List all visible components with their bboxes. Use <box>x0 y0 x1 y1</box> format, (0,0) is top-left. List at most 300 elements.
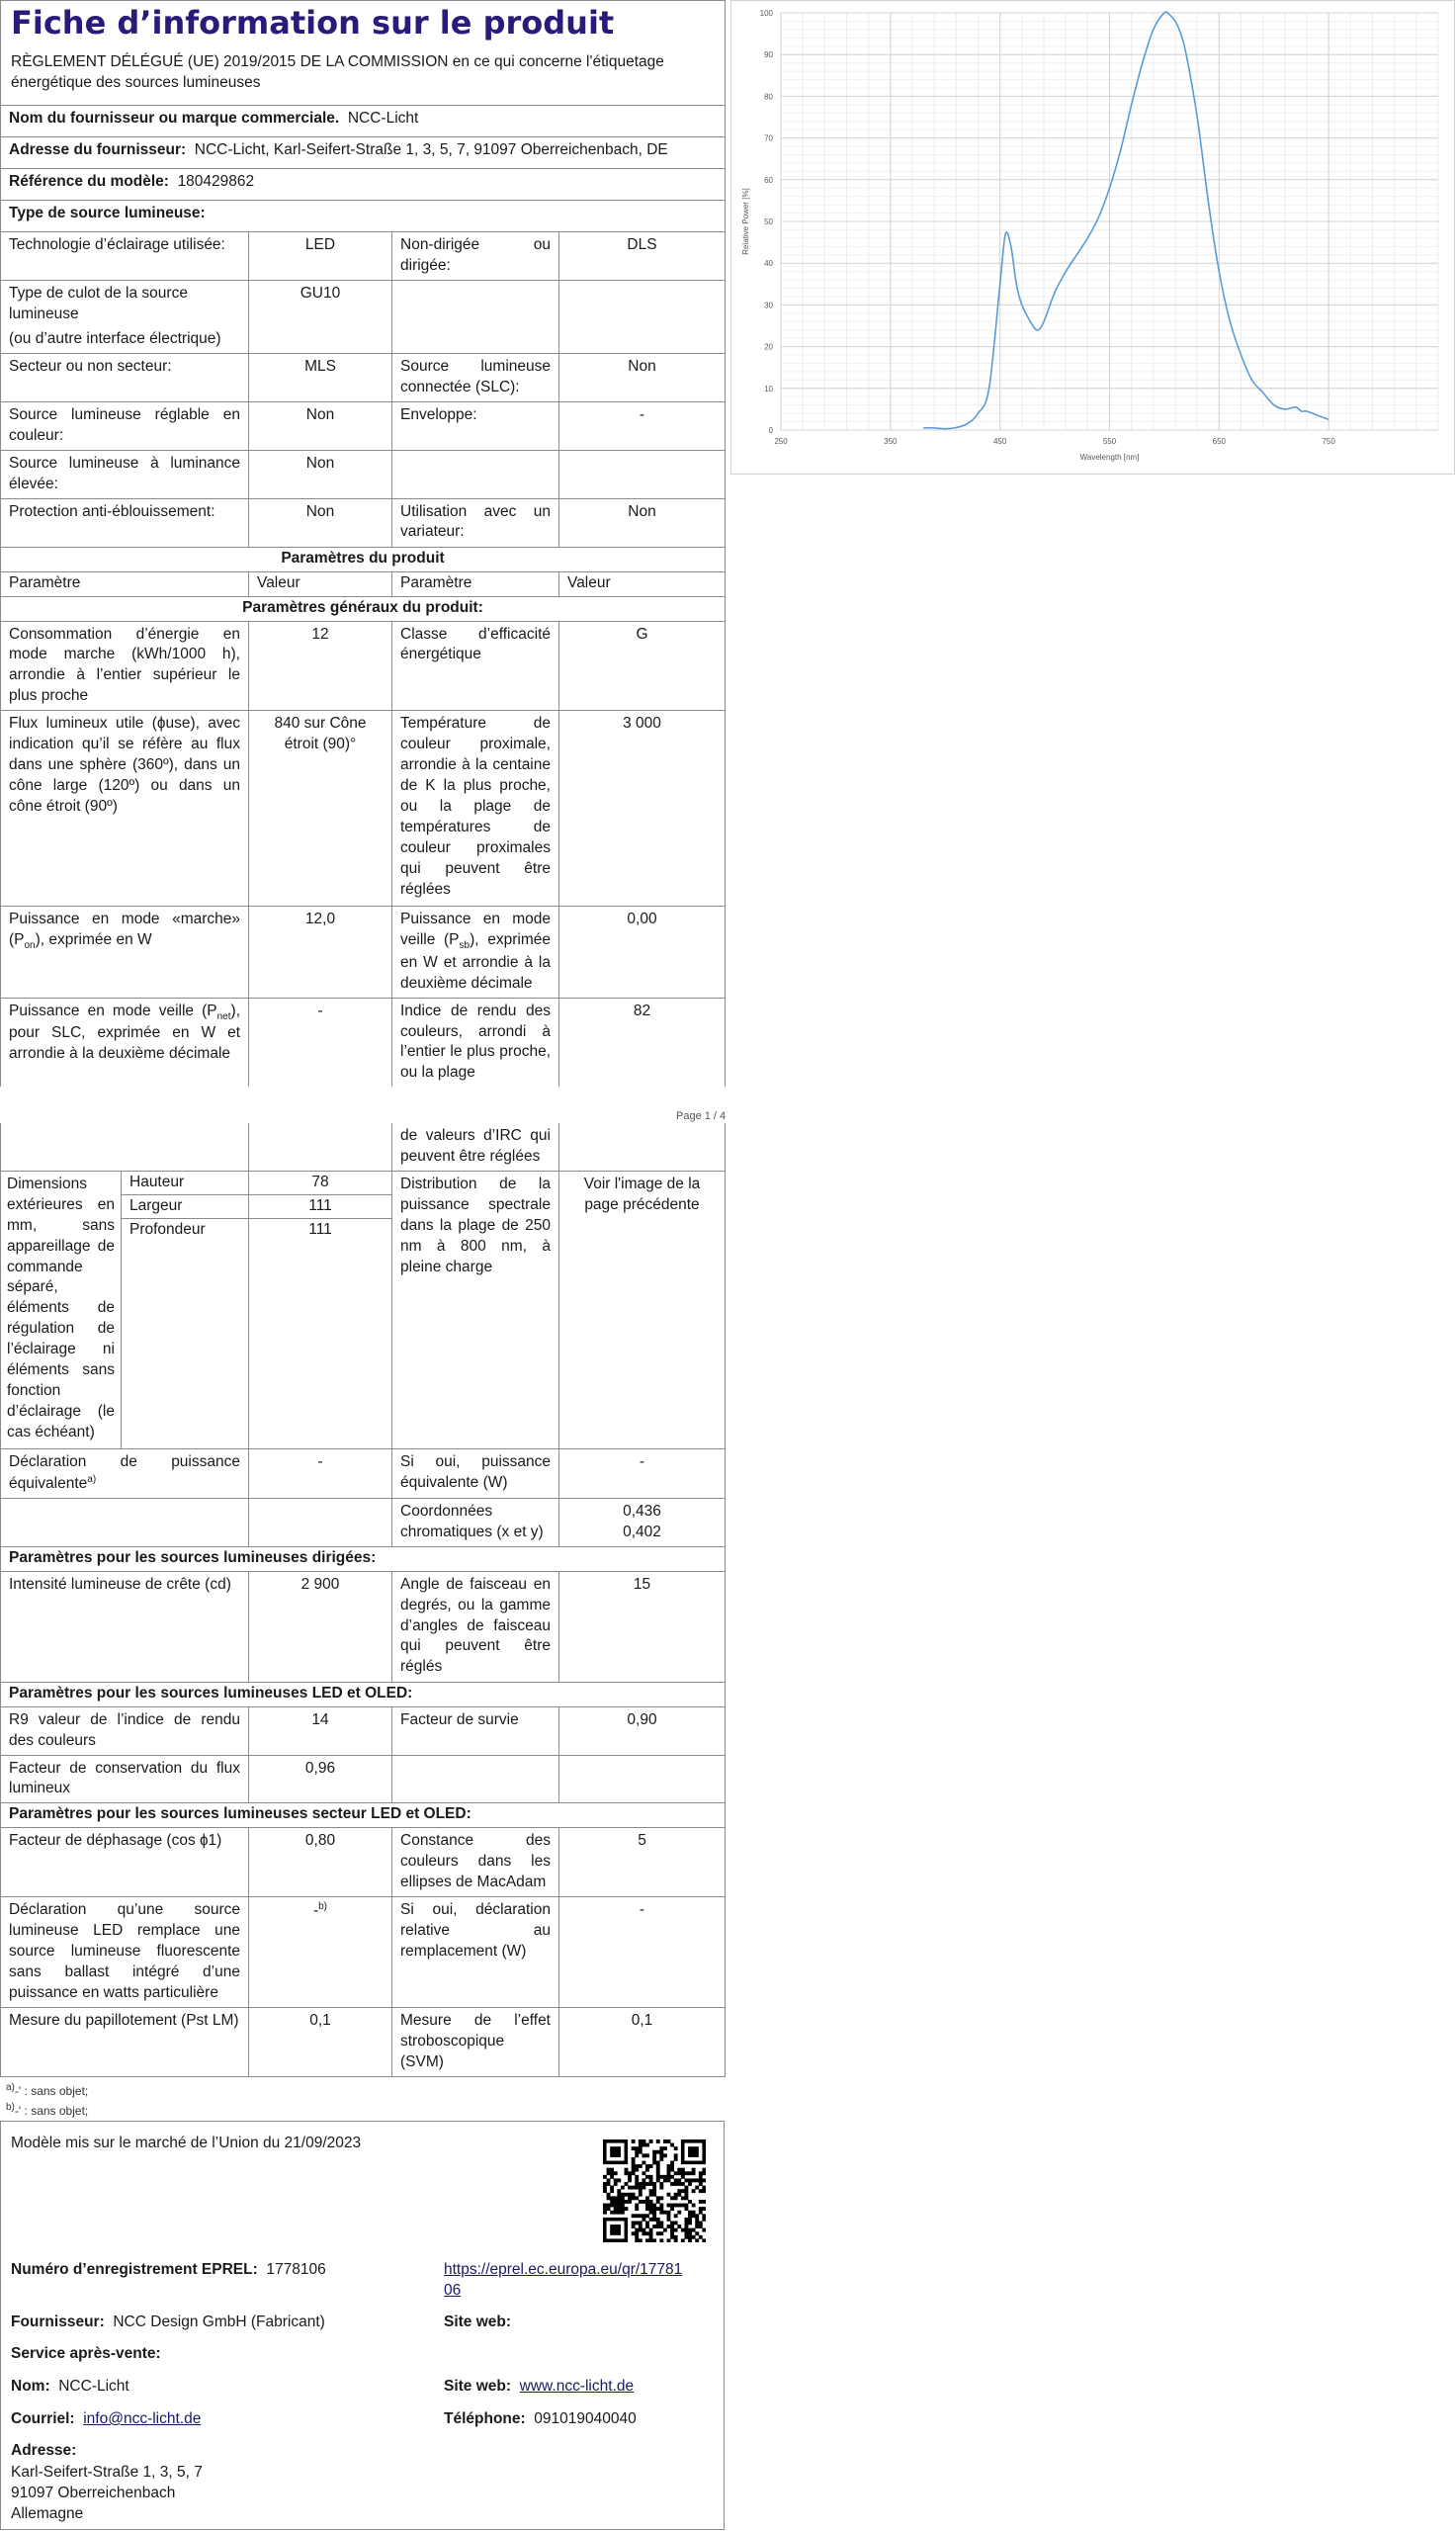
qr-module <box>674 2146 678 2150</box>
y-tick-label: 20 <box>764 342 773 352</box>
type-label: Enveloppe: <box>392 401 559 450</box>
qr-module <box>642 2171 645 2175</box>
qr-module <box>702 2186 706 2190</box>
qr-module <box>617 2178 621 2182</box>
qr-module <box>632 2221 636 2225</box>
qr-module <box>702 2171 706 2175</box>
qr-module <box>692 2204 696 2208</box>
market-info-box <box>0 2121 725 2530</box>
qr-module <box>659 2207 663 2211</box>
qr-module <box>645 2204 649 2208</box>
qr-module <box>699 2235 703 2239</box>
depth-value: 111 <box>249 1218 392 1448</box>
qr-module <box>688 2214 692 2218</box>
qr-module <box>645 2153 649 2157</box>
led-header: Paramètres pour les sources lumineuses LED et OLED: <box>1 1682 726 1706</box>
x-tick-label: 250 <box>774 437 788 446</box>
x-tick-label: 550 <box>1102 437 1117 446</box>
qr-module <box>659 2186 663 2190</box>
page-2 <box>0 1123 727 2119</box>
qr-module <box>684 2186 688 2190</box>
type-value: DLS <box>559 232 726 281</box>
qr-module <box>702 2189 706 2193</box>
spd-label: Distribution de la puissance spectrale dans la plage de 250 nm à 800 nm, à pleine charge <box>392 1171 559 1448</box>
pnet-value: - <box>249 998 392 1087</box>
qr-module <box>695 2238 699 2242</box>
x-tick-label: 350 <box>884 437 898 446</box>
qr-module <box>702 2218 706 2222</box>
qr-module <box>639 2143 642 2147</box>
address-label: Adresse: <box>11 2442 77 2459</box>
qr-module <box>652 2218 656 2222</box>
qr-module <box>649 2178 653 2182</box>
equiv-value: - <box>249 1448 392 1498</box>
qr-module <box>607 2207 611 2211</box>
qr-module <box>702 2200 706 2204</box>
type-label: Technologie d’éclairage utilisée: <box>1 232 249 281</box>
qr-module <box>652 2207 656 2211</box>
page-title: Fiche d’information sur le produit <box>11 4 615 42</box>
y-tick-label: 40 <box>764 259 773 269</box>
qr-module <box>645 2196 649 2200</box>
general-params-header: Paramètres généraux du produit: <box>1 596 726 621</box>
qr-module <box>649 2218 653 2222</box>
qr-module <box>677 2178 681 2182</box>
qr-module <box>614 2178 618 2182</box>
type-label <box>392 281 559 354</box>
qr-module <box>695 2186 699 2190</box>
qr-module <box>681 2196 685 2200</box>
qr-module <box>639 2182 642 2186</box>
qr-module <box>649 2238 653 2242</box>
service-website-link[interactable]: www.ncc-licht.de <box>519 2378 635 2395</box>
website-label: Site web: <box>444 2313 512 2330</box>
y-tick-label: 50 <box>764 218 773 226</box>
qr-module <box>659 2225 663 2228</box>
qr-module <box>670 2164 674 2168</box>
qr-module <box>656 2178 660 2182</box>
qr-module <box>684 2196 688 2200</box>
qr-module <box>635 2221 639 2225</box>
beam-angle-label: Angle de faisceau en degrés, ou la gamme d’angles de faisceau qui peuvent être réglés <box>392 1571 559 1682</box>
eprel-link[interactable]: https://eprel.ec.europa.eu/qr/1778106 <box>444 2261 683 2299</box>
qr-module <box>621 2196 625 2200</box>
qr-module <box>617 2204 621 2208</box>
qr-module <box>642 2161 645 2165</box>
regulation-text: RÈGLEMENT DÉLÉGUÉ (UE) 2019/2015 DE LA COMMISSION en ce qui concerne l'étiquetage énergétique des sources lumineuses <box>11 53 664 91</box>
qr-module <box>674 2238 678 2242</box>
market-date: Modèle mis sur le marché de l’Union du 21/09/2023 <box>11 2135 362 2151</box>
qr-module <box>652 2214 656 2218</box>
qr-module <box>642 2139 645 2143</box>
qr-module <box>677 2204 681 2208</box>
qr-module <box>635 2146 639 2150</box>
qr-module <box>614 2200 618 2204</box>
qr-module <box>695 2225 699 2228</box>
stroboscopic-label: Mesure de l’effet stroboscopique (SVM) <box>392 2008 559 2077</box>
qr-module <box>649 2182 653 2186</box>
qr-module <box>692 2189 696 2193</box>
qr-module <box>645 2214 649 2218</box>
supplier-line: Fournisseur: NCC Design GmbH (Fabricant) <box>11 2313 325 2330</box>
qr-module <box>625 2193 629 2197</box>
equivalent-table <box>0 1448 726 2077</box>
qr-module <box>656 2200 660 2204</box>
qr-module <box>645 2238 649 2242</box>
qr-module <box>656 2175 660 2179</box>
qr-module <box>663 2153 667 2157</box>
qr-module <box>670 2231 674 2235</box>
qr-module <box>652 2153 656 2157</box>
type-value: Non <box>559 498 726 547</box>
qr-module <box>652 2161 656 2165</box>
qr-module <box>695 2231 699 2235</box>
qr-module <box>659 2146 663 2150</box>
qr-module <box>674 2196 678 2200</box>
height-label: Hauteur <box>122 1171 249 1194</box>
qr-module <box>639 2189 642 2193</box>
equiv-power-label: Si oui, puissance équivalente (W) <box>392 1448 559 1498</box>
qr-module <box>702 2238 706 2242</box>
qr-module <box>674 2157 678 2161</box>
peak-intensity-value: 2 900 <box>249 1571 392 1682</box>
qr-module <box>692 2178 696 2182</box>
qr-module <box>695 2221 699 2225</box>
qr-module <box>607 2196 611 2200</box>
qr-module <box>610 2200 614 2204</box>
flicker-label: Mesure du papillotement (Pst LM) <box>1 2008 249 2077</box>
qr-module <box>677 2193 681 2197</box>
qr-module <box>670 2143 674 2147</box>
qr-module <box>684 2204 688 2208</box>
qr-module <box>699 2182 703 2186</box>
eprel-number: 1778106 <box>266 2261 326 2278</box>
type-value: GU10 <box>249 281 392 354</box>
qr-module <box>639 2186 642 2190</box>
qr-module <box>632 2157 636 2161</box>
qr-module <box>649 2231 653 2235</box>
type-label: Type de culot de la source lumineuse <box>9 285 188 322</box>
qr-module <box>684 2235 688 2239</box>
qr-module <box>642 2228 645 2232</box>
qr-module <box>645 2164 649 2168</box>
supplier-address-label: Adresse du fournisseur: <box>9 141 187 158</box>
qr-module <box>677 2225 681 2228</box>
type-label: Source lumineuse à luminance élevée: <box>1 450 249 498</box>
qr-module <box>667 2175 671 2179</box>
email-line: Courriel: info@ncc-licht.de <box>11 2410 202 2427</box>
qr-module <box>625 2168 629 2172</box>
qr-module <box>652 2157 656 2161</box>
y-tick-label: 70 <box>764 133 773 143</box>
qr-module <box>639 2238 642 2242</box>
light-type-table <box>0 231 726 548</box>
qr-module <box>642 2231 645 2235</box>
qr-module <box>656 2150 660 2154</box>
maintenance-label: Facteur de conservation du flux lumineux <box>1 1755 249 1803</box>
qr-module <box>639 2139 642 2143</box>
qr-module <box>617 2211 621 2215</box>
qr-module <box>702 2228 706 2232</box>
qr-module <box>659 2175 663 2179</box>
model-reference: 180429862 <box>177 173 255 190</box>
qr-finder-core <box>610 2146 621 2157</box>
peak-intensity-label: Intensité lumineuse de crête (cd) <box>1 1571 249 1682</box>
model-label: Référence du modèle: <box>9 173 169 190</box>
qr-module <box>603 2182 607 2186</box>
qr-module <box>667 2225 671 2228</box>
qr-module <box>688 2182 692 2186</box>
qr-module <box>670 2228 674 2232</box>
type-row <box>1 498 726 547</box>
qr-module <box>635 2150 639 2154</box>
qr-module <box>614 2211 618 2215</box>
equiv-label: Déclaration de puissance équivalente$^{a)}$ <box>1 1448 249 1498</box>
qr-module <box>684 2207 688 2211</box>
qr-module <box>603 2204 607 2208</box>
qr-module <box>607 2204 611 2208</box>
supplier-address: NCC-Licht, Karl-Seifert-Straße 1, 3, 5, 7, 91097 Oberreichenbach, DE <box>194 141 668 158</box>
qr-module <box>692 2228 696 2232</box>
x-tick-label: 650 <box>1212 437 1227 446</box>
qr-module <box>674 2228 678 2232</box>
qr-module <box>614 2171 618 2175</box>
equiv-power-value: - <box>559 1448 726 1498</box>
qr-module <box>667 2139 671 2143</box>
qr-module <box>645 2225 649 2228</box>
qr-module <box>692 2235 696 2239</box>
qr-module <box>635 2228 639 2232</box>
qr-module <box>645 2207 649 2211</box>
qr-module <box>681 2182 685 2186</box>
type-label: Non-dirigée ou dirigée: <box>392 232 559 281</box>
qr-code[interactable] <box>603 2139 706 2242</box>
qr-module <box>603 2207 607 2211</box>
qr-module <box>695 2214 699 2218</box>
qr-module <box>635 2168 639 2172</box>
type-value: Non <box>249 498 392 547</box>
qr-module <box>652 2186 656 2190</box>
qr-module <box>632 2186 636 2190</box>
qr-module <box>684 2178 688 2182</box>
qr-module <box>617 2196 621 2200</box>
qr-module <box>652 2204 656 2208</box>
directed-header: Paramètres pour les sources lumineuses dirigées: <box>1 1546 726 1571</box>
qr-module <box>702 2207 706 2211</box>
qr-module <box>699 2221 703 2225</box>
qr-module <box>649 2207 653 2211</box>
qr-module <box>645 2221 649 2225</box>
qr-module <box>677 2168 681 2172</box>
qr-module <box>617 2207 621 2211</box>
qr-module <box>688 2231 692 2235</box>
qr-module <box>614 2182 618 2186</box>
y-tick-label: 0 <box>768 426 773 435</box>
address-block: Karl-Seifert-Straße 1, 3, 5, 7 91097 Oberreichenbach Allemagne <box>11 2464 203 2522</box>
qr-module <box>656 2196 660 2200</box>
email-link[interactable]: info@ncc-licht.de <box>83 2410 202 2427</box>
qr-module <box>684 2221 688 2225</box>
cri-label-continued: de valeurs d’IRC qui peuvent être réglées <box>392 1123 559 1171</box>
survival-label: Facteur de survie <box>392 1706 559 1755</box>
qr-module <box>610 2189 614 2193</box>
type-label-extra: (ou d’autre interface électrique) <box>9 329 221 347</box>
qr-module <box>670 2175 674 2179</box>
qr-module <box>667 2164 671 2168</box>
qr-module <box>632 2196 636 2200</box>
chroma-label: Coordonnées chromatiques (x et y) <box>392 1498 559 1546</box>
qr-module <box>639 2200 642 2204</box>
spectrum-chart-frame <box>730 0 1455 475</box>
qr-module <box>659 2231 663 2235</box>
qr-module <box>652 2150 656 2154</box>
qr-module <box>674 2153 678 2157</box>
qr-module <box>674 2235 678 2239</box>
qr-module <box>628 2175 632 2179</box>
dimensions-table <box>0 1171 726 1449</box>
qr-module <box>663 2211 667 2215</box>
qr-module <box>667 2218 671 2222</box>
qr-module <box>688 2218 692 2222</box>
qr-module <box>632 2168 636 2172</box>
qr-module <box>632 2225 636 2228</box>
qr-module <box>603 2186 607 2190</box>
qr-module <box>674 2171 678 2175</box>
qr-module <box>621 2200 625 2204</box>
qr-module <box>659 2153 663 2157</box>
qr-module <box>639 2225 642 2228</box>
depth-label: Profondeur <box>122 1218 249 1448</box>
qr-module <box>656 2225 660 2228</box>
qr-module <box>632 2214 636 2218</box>
flicker-value: 0,1 <box>249 2008 392 2077</box>
qr-module <box>659 2150 663 2154</box>
qr-module <box>610 2204 614 2208</box>
qr-module <box>635 2231 639 2235</box>
spd-value: Voir l'image de la page précédente <box>559 1171 726 1448</box>
qr-module <box>688 2221 692 2225</box>
type-value: LED <box>249 232 392 281</box>
qr-module <box>663 2175 667 2179</box>
qr-module <box>621 2204 625 2208</box>
stroboscopic-value: 0,1 <box>559 2008 726 2077</box>
qr-module <box>674 2178 678 2182</box>
type-label: Source lumineuse réglable en couleur: <box>1 401 249 450</box>
qr-module <box>670 2182 674 2186</box>
qr-module <box>656 2164 660 2168</box>
r9-value: 14 <box>249 1706 392 1755</box>
qr-module <box>625 2171 629 2175</box>
service-name-line: Nom: NCC-Licht <box>11 2378 129 2395</box>
consumption-value: 12 <box>249 621 392 711</box>
qr-module <box>663 2178 667 2182</box>
qr-module <box>628 2200 632 2204</box>
qr-module <box>614 2196 618 2200</box>
qr-module <box>628 2196 632 2200</box>
qr-module <box>674 2221 678 2225</box>
type-label: Protection anti-éblouissement: <box>1 498 249 547</box>
qr-module <box>699 2175 703 2179</box>
qr-module <box>702 2178 706 2182</box>
survival-value: 0,90 <box>559 1706 726 1755</box>
qr-module <box>695 2218 699 2222</box>
type-row <box>1 354 726 402</box>
pon-value: 12,0 <box>249 907 392 998</box>
qr-module <box>632 2231 636 2235</box>
qr-module <box>642 2186 645 2190</box>
replacement-label: Déclaration qu’une source lumineuse LED remplace une source lumineuse fluorescente sans ballast intégré d’une puissance en watts particulière <box>1 1897 249 2008</box>
qr-module <box>659 2211 663 2215</box>
beam-angle-value: 15 <box>559 1571 726 1682</box>
pon-label: Puissance en mode «marche» $(P_{on})$, exprimée en W <box>1 907 249 998</box>
qr-module <box>699 2207 703 2211</box>
y-tick-label: 10 <box>764 384 773 393</box>
spectrum-chart <box>731 1 1454 474</box>
qr-module <box>677 2189 681 2193</box>
y-tick-label: 100 <box>759 9 773 18</box>
psb-label: Puissance en mode veille $(P_{sb})$, exprimée en W et arrondie à la deuxième décimale <box>392 907 559 998</box>
qr-module <box>688 2211 692 2215</box>
qr-module <box>684 2193 688 2197</box>
qr-module <box>649 2193 653 2197</box>
maintenance-value: 0,96 <box>249 1755 392 1803</box>
product-params-header: Paramètres du produit <box>1 547 726 571</box>
type-value: Non <box>249 450 392 498</box>
qr-module <box>607 2193 611 2197</box>
qr-module <box>652 2193 656 2197</box>
qr-module <box>656 2139 660 2143</box>
qr-module <box>677 2171 681 2175</box>
qr-module <box>670 2207 674 2211</box>
qr-module <box>642 2214 645 2218</box>
type-value: Non <box>249 401 392 450</box>
height-value: 78 <box>249 1171 392 1194</box>
qr-module <box>635 2182 639 2186</box>
qr-module <box>688 2200 692 2204</box>
col-value: Valeur <box>249 571 392 596</box>
qr-module <box>659 2182 663 2186</box>
qr-module <box>635 2235 639 2239</box>
type-value: Non <box>559 354 726 402</box>
replacement-value: -$^{b)}$ <box>249 1897 392 2008</box>
qr-module <box>645 2182 649 2186</box>
qr-module <box>674 2214 678 2218</box>
qr-module <box>639 2150 642 2154</box>
qr-module <box>639 2193 642 2197</box>
qr-module <box>635 2207 639 2211</box>
efficiency-class-label: Classe d’efficacité énergétique <box>392 621 559 711</box>
qr-module <box>603 2211 607 2215</box>
efficiency-class-value: G <box>559 621 726 711</box>
qr-module <box>607 2171 611 2175</box>
qr-module <box>617 2193 621 2197</box>
qr-module <box>688 2235 692 2239</box>
qr-module <box>702 2214 706 2218</box>
qr-module <box>635 2196 639 2200</box>
qr-module <box>684 2171 688 2175</box>
qr-module <box>649 2164 653 2168</box>
qr-module <box>635 2175 639 2179</box>
type-value: MLS <box>249 354 392 402</box>
type-label <box>392 450 559 498</box>
qr-module <box>659 2221 663 2225</box>
footnote-a: $^{a)}$-' : sans objet; <box>6 2081 89 2098</box>
qr-module <box>649 2235 653 2239</box>
col-param: Paramètre <box>392 571 559 596</box>
cct-value: 3 000 <box>559 711 726 907</box>
replacement-w-label: Si oui, déclaration relative au remplacement (W) <box>392 1897 559 2008</box>
page-number: Page 1 / 4 <box>676 1110 727 1122</box>
